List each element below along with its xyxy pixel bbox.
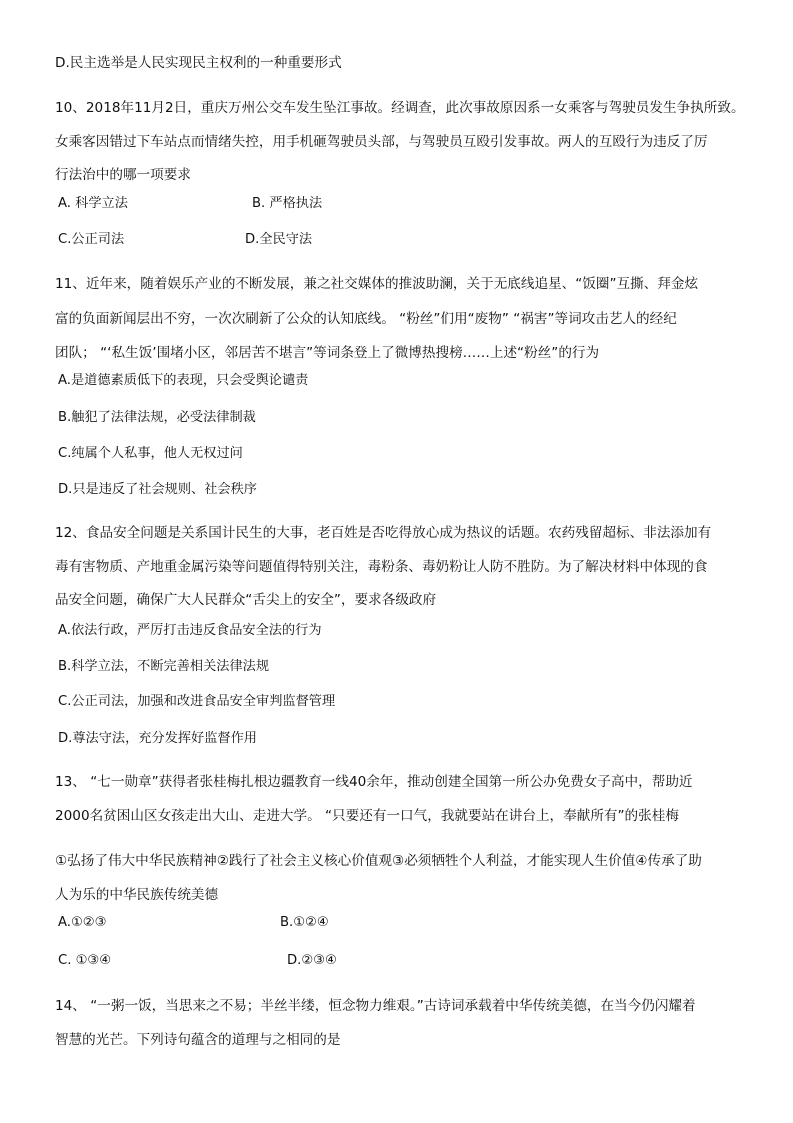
question-text-line: 女乘客因错过下车站点而情绪失控，用手机砸驾驶员头部，与驾驶员互殴引发事故。两人的互殴行为违反了厉	[55, 134, 708, 150]
option-d: D.尊法守法，充分发挥好监督作用	[58, 731, 257, 746]
question-text-line: 2000名贫困山区女孩走出大山、走进大学。 “只要还有一口气，我就要站在讲台上，奉献所有”的张桂梅	[55, 808, 679, 824]
option-b: B.科学立法，不断完善相关法律法规	[58, 659, 270, 674]
question-text-line: 富的负面新闻层出不穷，一次次刷新了公众的认知底线。 “粉丝”们用“废物” “祸害”等词攻击艺人的经纪	[55, 311, 677, 327]
option-c: C. ①③④	[58, 953, 112, 968]
question-text-line: 10、2018年11月2日，重庆万州公交车发生坠江事故。经调查，此次事故原因系一女乘客与驾驶员发生争执所致。	[55, 100, 745, 116]
question-text-line: 品安全问题，确保广大人民群众“舌尖上的安全”，要求各级政府	[55, 592, 437, 608]
option-c: C.公正司法，加强和改进食品安全审判监督管理	[58, 694, 336, 709]
question-text-line: 团队； “‘私生饭’围堵小区，邻居苦不堪言”等词条登上了微博热搜榜……上述“粉丝”的行为	[55, 345, 600, 361]
question-text-line: 智慧的光芒。下列诗句蕴含的道理与之相同的是	[55, 1032, 341, 1048]
option-c: C.纯属个人私事，他人无权过问	[58, 446, 243, 461]
question-text-line: 12、食品安全问题是关系国计民生的大事，老百姓是否吃得放心成为热议的话题。农药残留超标、非法添加有	[55, 525, 712, 541]
option-a: A. 科学立法	[58, 196, 128, 211]
option-b: B.触犯了法律法规，必受法律制裁	[58, 410, 256, 425]
option-d: D.②③④	[287, 953, 337, 968]
option-d: D.全民守法	[245, 232, 313, 247]
option-a: A.是道德素质低下的表现，只会受舆论谴责	[58, 373, 309, 388]
question-text-line: 11、近年来，随着娱乐产业的不断发展，兼之社交媒体的推波助澜，关于无底线追星、“饭圈”互撕、拜金炫	[55, 276, 699, 292]
option-b: B. 严格执法	[252, 196, 323, 211]
question-text-line: ①弘扬了伟大中华民族精神②践行了社会主义核心价值观③必须牺牲个人利益，才能实现人生价值④传承了助	[55, 853, 702, 869]
option-b: B.①②④	[280, 915, 329, 930]
question-text-line: 人为乐的中华民族传统美德	[55, 887, 219, 903]
option-a: A.依法行政，严厉打击违反食品安全法的行为	[58, 623, 322, 638]
question-text-line: 14、 “一粥一饭，当思来之不易；半丝半缕，恒念物力维艰。”古诗词承载着中华传统美德，在当今仍闪耀着	[55, 998, 696, 1014]
question-text-line: 行法治中的哪一项要求	[55, 167, 191, 183]
option-a: A.①②③	[58, 915, 107, 930]
question-text-line: 13、 “七一勋章”获得者张桂梅扎根边疆教育一线40余年，推动创建全国第一所公办免费女子高中，帮助近	[55, 774, 693, 790]
option-d: D.只是违反了社会规则、社会秩序	[58, 482, 257, 497]
option-c: C.公正司法	[58, 232, 125, 247]
question-text-line: 毒有害物质、产地重金属污染等问题值得特别关注，毒粉条、毒奶粉让人防不胜防。为了解决材料中体现的食	[55, 559, 708, 575]
q9-option-d: D.民主选举是人民实现民主权利的一种重要形式	[55, 55, 342, 71]
